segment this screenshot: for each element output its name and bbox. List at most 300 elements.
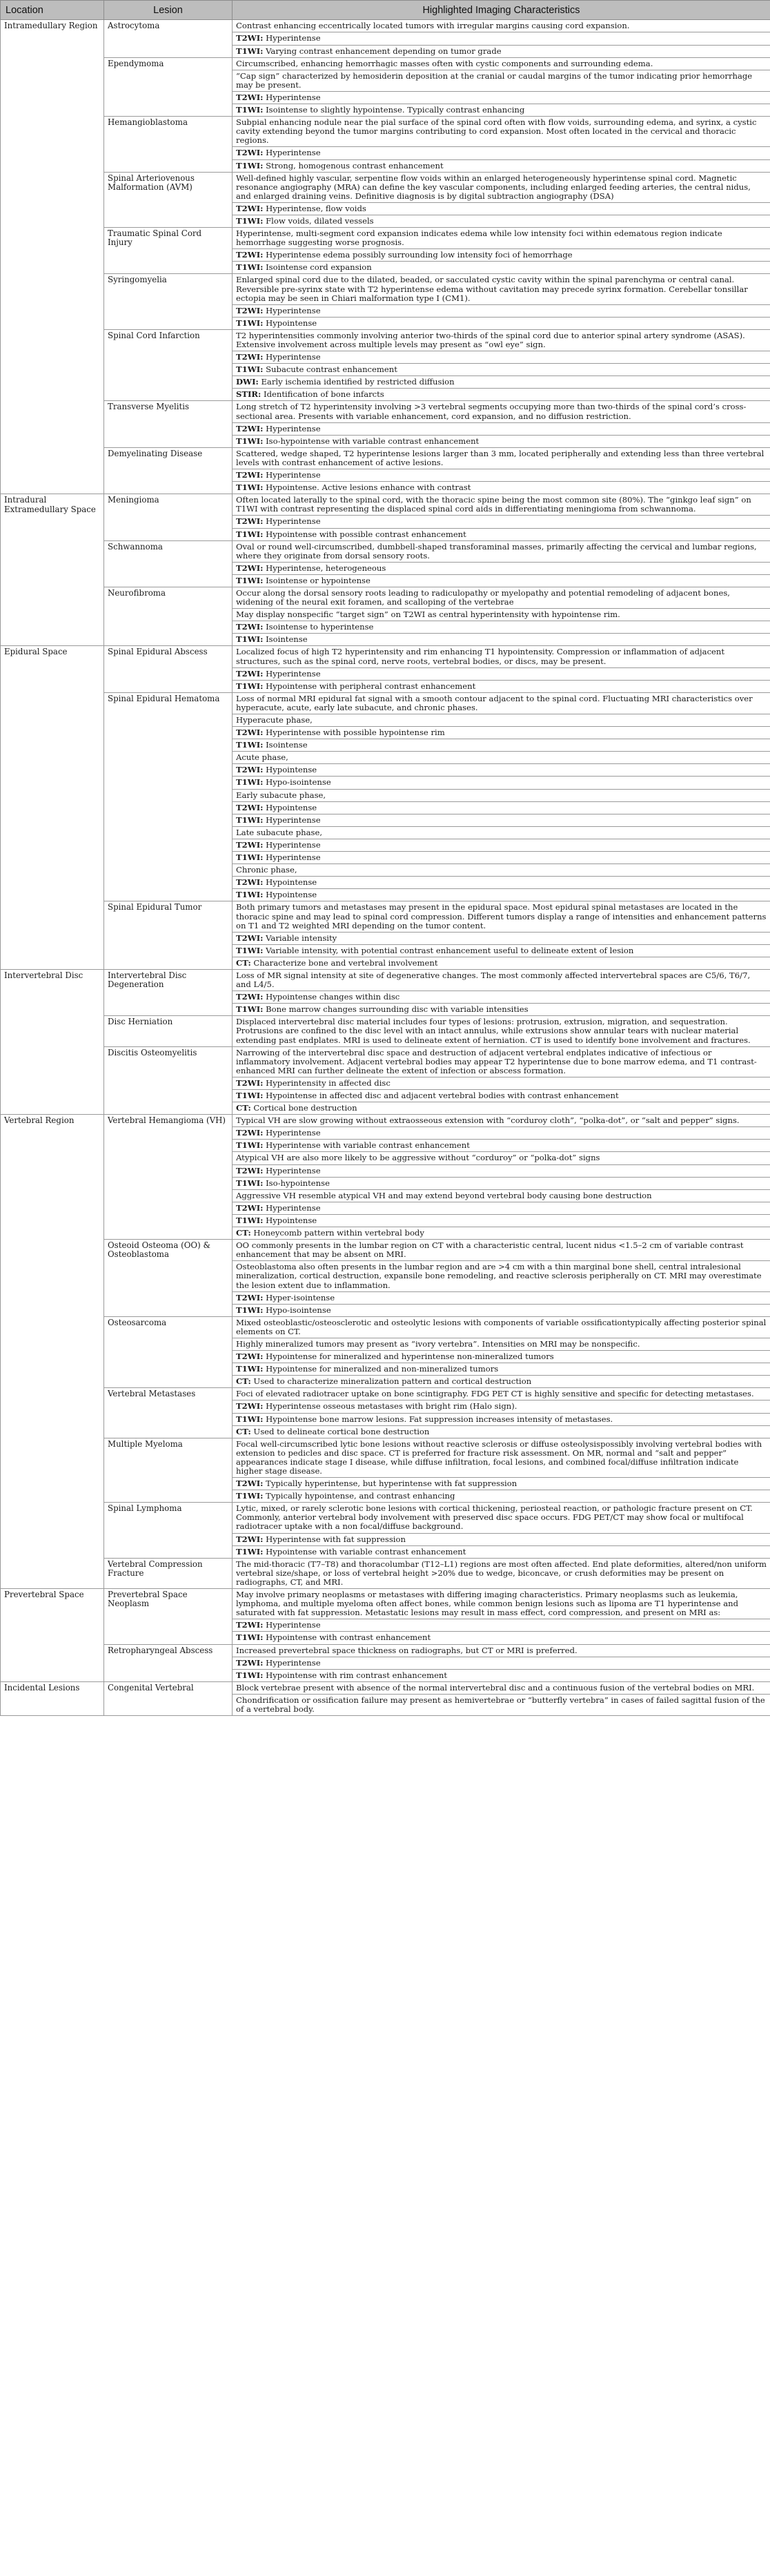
table-row (1, 228, 770, 249)
sequence-label: T2WI: (236, 250, 264, 260)
characteristic-cell (233, 1533, 770, 1545)
lesion-cell: Vertebral Hemangioma (VH) (104, 1115, 233, 1240)
sequence-label: CT: (236, 1376, 251, 1387)
characteristic-text: Flow voids, dilated vessels (263, 215, 374, 226)
characteristic-cell (233, 667, 770, 680)
characteristic-cell (233, 852, 770, 864)
characteristic-cell (233, 1503, 770, 1533)
characteristic-cell (233, 249, 770, 262)
characteristic-text: Hyperintense (263, 1620, 321, 1630)
table-row (1, 1503, 770, 1533)
table-row (1, 494, 770, 516)
table-row (1, 901, 770, 932)
characteristic-text: Hyperintense (263, 33, 321, 43)
sequence-label: T2WI: (236, 423, 264, 433)
location-cell: Intradural Extramedullary Space (1, 494, 104, 646)
characteristic-text: Hyperintense (263, 423, 321, 433)
table-row (1, 1388, 770, 1401)
characteristic-text: Loss of normal MRI epidural fat signal with a smooth contour adjacent to the spinal cord. Fluctuating MRI characteristics over hyperacute, acute, early late subacute, and chronic phases. (236, 693, 753, 712)
characteristic-text: May involve primary neoplasms or metastases with differing imaging characteristics. Primary neoplasms such as leukemia, lymphoma, and multiple myeloma often affect bones, while common benign lesions such as lipoma are T1 hyperintense and saturated with fat suppression. Metastatic lesions may result in mass effect, cord compression, and present on MRI as: (236, 1590, 739, 1618)
table-row (1, 401, 770, 422)
characteristic-cell (233, 1363, 770, 1376)
characteristic-cell (233, 447, 770, 469)
characteristic-cell (233, 1127, 770, 1140)
characteristic-text: Increased prevertebral space thickness on radiographs, but CT or MRI is preferred. (236, 1645, 578, 1655)
characteristic-text: Hyperintense (263, 1657, 321, 1668)
characteristic-text: Hypointense with variable contrast enhancement (263, 1546, 466, 1557)
sequence-label: T2WI: (236, 470, 264, 480)
characteristic-text: Hypointense (263, 802, 317, 812)
characteristic-text: Well-defined highly vascular, serpentine flow voids within an enlarged heterogeneously hyperintense spinal cord. Magnetic resonance angiography (MRA) can define the key vascular components, including enlarged feeding arteries, the central nidus, and enlarged draining veins. Definitive diagnosis is by digital subtraction angiography (DSA) (236, 173, 751, 201)
characteristic-cell (233, 1202, 770, 1214)
characteristic-text: Hyperintense (263, 1202, 321, 1213)
characteristic-cell (233, 1545, 770, 1558)
characteristic-cell (233, 901, 770, 932)
characteristic-cell (233, 482, 770, 494)
characteristic-text: Hyperintense (263, 1128, 321, 1138)
characteristic-text: Chronic phase, (236, 865, 297, 875)
location-cell: Epidural Space (1, 646, 104, 970)
characteristic-cell (233, 1589, 770, 1619)
characteristic-text: Hyperintense, multi-segment cord expansion indicates edema while low intensity foci within edematous region indicate hemorrhage suggesting worse prognosis. (236, 228, 722, 248)
sequence-label: T2WI: (236, 33, 264, 43)
characteristic-cell (233, 621, 770, 634)
sequence-label: T1WI: (236, 105, 264, 115)
characteristic-text: Hypointense with contrast enhancement (263, 1632, 431, 1643)
characteristic-cell (233, 1004, 770, 1016)
characteristic-text: Hypo-isointense (263, 777, 331, 788)
characteristic-text: Hypointense (263, 318, 317, 328)
characteristic-text: Hypointense changes within disc (263, 992, 400, 1002)
characteristic-text: Typically hyperintense, but hyperintense with fat suppression (263, 1479, 517, 1489)
sequence-label: CT: (236, 957, 251, 968)
characteristic-text: Isointense to slightly hypointense. Typically contrast enhancing (263, 105, 525, 115)
characteristic-cell (233, 159, 770, 172)
characteristic-cell (233, 801, 770, 814)
sequence-label: T1WI: (236, 160, 264, 170)
characteristic-cell (233, 1657, 770, 1669)
table-row (1, 1438, 770, 1477)
characteristic-cell (233, 1115, 770, 1127)
characteristic-cell (233, 609, 770, 621)
table-row (1, 587, 770, 608)
characteristic-text: Localized focus of high T2 hyperintensity and rim enhancing T1 hypointensity. Compression or inflammation of adjacent structures, such as the spinal cord, nerve roots, vertebral bodies, or discs, may be present. (236, 647, 725, 666)
lesion-cell: Astrocytoma (104, 20, 233, 57)
characteristic-text: The mid-thoracic (T7–T8) and thoracolumbar (T12–L1) regions are most often affected. End plate deformities, altered/non uniform vertebral size/shape, or loss of vertebral height >20% due to wedge, biconcave, or crush deformities may be present on radiographs, CT, and MRI. (236, 1559, 767, 1587)
characteristic-cell (233, 1077, 770, 1089)
header-lesion: Lesion (104, 1, 233, 20)
lesion-cell: Spinal Lymphoma (104, 1503, 233, 1558)
characteristic-cell (233, 1291, 770, 1304)
sequence-label: CT: (236, 1103, 251, 1113)
characteristic-text: Iso-hypointense with variable contrast enhancement (263, 436, 480, 446)
sequence-label: T1WI: (236, 681, 264, 691)
characteristic-text: “Cap sign” characterized by hemosiderin deposition at the cranial or caudal margins of the tumor indicating prior hemorrhage may be present. (236, 70, 753, 90)
sequence-label: T2WI: (236, 668, 264, 679)
table-row (1, 57, 770, 70)
sequence-label: T2WI: (236, 516, 264, 527)
characteristic-cell (233, 70, 770, 91)
characteristic-cell (233, 1490, 770, 1503)
sequence-label: T2WI: (236, 305, 264, 315)
sequence-label: CT: (236, 1228, 251, 1238)
characteristic-cell (233, 91, 770, 104)
characteristic-text: Early ischemia identified by restricted diffusion (258, 377, 455, 387)
sequence-label: T1WI: (236, 814, 264, 825)
characteristic-text: OO commonly presents in the lumbar region on CT with a characteristic central, lucent nidus <1.5–2 cm of variable contrast enhancement that may be absent on MRI. (236, 1240, 744, 1260)
sequence-label: T1WI: (236, 1140, 264, 1151)
characteristic-text: Hyperintensity in affected disc (263, 1077, 391, 1088)
characteristic-text: Often located laterally to the spinal cord, with the thoracic spine being the most common site (80%). The “ginkgo leaf sign” on T1WI with contrast representing the displaced spinal cord aids in differentiating meningioma from schwannoma. (236, 495, 751, 514)
characteristic-text: Variable intensity (263, 933, 337, 943)
characteristic-text: Hyperintense (263, 1165, 321, 1175)
lesion-cell: Hemangioblastoma (104, 117, 233, 172)
location-cell: Intramedullary Region (1, 20, 104, 494)
characteristic-cell (233, 1090, 770, 1102)
characteristic-text: Hypointense (263, 890, 317, 900)
characteristic-cell (233, 1413, 770, 1425)
characteristic-cell (233, 864, 770, 877)
lesion-cell: Vertebral Metastases (104, 1388, 233, 1438)
sequence-label: T2WI: (236, 1292, 264, 1302)
sequence-label: T2WI: (236, 148, 264, 158)
characteristic-cell (233, 304, 770, 317)
characteristic-text: Hyperintense (263, 470, 321, 480)
table-row (1, 1558, 770, 1588)
characteristic-cell (233, 1140, 770, 1152)
characteristic-text: Long stretch of T2 hyperintensity involving >3 vertebral segments occupying more than two-thirds of the spinal cord’s cross-sectional area. Presents with variable enhancement, cord expansion, and no diffusion restriction. (236, 402, 747, 421)
characteristic-cell (233, 839, 770, 851)
table-row (1, 1316, 770, 1338)
characteristic-text: Hyperintense (263, 839, 321, 850)
characteristic-cell (233, 528, 770, 540)
location-cell: Prevertebral Space (1, 1589, 104, 1682)
lesion-cell: Multiple Myeloma (104, 1438, 233, 1503)
characteristic-cell (233, 1316, 770, 1338)
characteristic-text: Osteoblastoma also often presents in the lumbar region and are >4 cm with a thin marginal bone shell, central intralesional mineralization, cortical destruction, expansile bone remodeling, and reactive sclerosis peripherally on CT. MRI may overestimate the lesion extent due to inflammation. (236, 1262, 762, 1290)
characteristic-cell (233, 469, 770, 482)
table-header (1, 1, 770, 20)
sequence-label: T2WI: (236, 1479, 264, 1489)
table-row (1, 1046, 770, 1077)
characteristic-cell (233, 1478, 770, 1490)
sequence-label: T1WI: (236, 529, 264, 539)
characteristic-cell (233, 1304, 770, 1316)
table-row (1, 447, 770, 469)
location-cell: Incidental Lesions (1, 1681, 104, 1715)
characteristic-cell (233, 1351, 770, 1363)
characteristic-text: Hypointense (263, 765, 317, 775)
characteristic-text: Contrast enhancing eccentrically located tumors with irregular margins causing cord expansion. (236, 21, 630, 31)
characteristic-text: Strong, homogenous contrast enhancement (263, 160, 444, 170)
table-body (1, 20, 770, 1716)
sequence-label: T2WI: (236, 622, 264, 632)
lesion-cell: Schwannoma (104, 540, 233, 587)
characteristic-text: Occur along the dorsal sensory roots leading to radiculopathy or myelopathy and potential remodeling of adjacent bones, widening of the neural exit foramen, and scalloping of the vertebrae (236, 587, 730, 607)
table-row (1, 329, 770, 351)
lesion-cell: Syringomyelia (104, 274, 233, 329)
characteristic-cell (233, 1189, 770, 1202)
characteristic-cell (233, 764, 770, 777)
characteristic-text: Hypointense in affected disc and adjacent vertebral bodies with contrast enhancement (263, 1091, 619, 1100)
sequence-label: T2WI: (236, 1401, 264, 1412)
characteristic-cell (233, 147, 770, 159)
characteristic-text: T2 hyperintensities commonly involving anterior two-thirds of the spinal cord due to anterior spinal artery syndrome (ASAS). Extensive involvement across multiple levels may present as “owl eye” sign. (236, 330, 745, 349)
sequence-label: T1WI: (236, 634, 264, 645)
characteristic-cell (233, 889, 770, 901)
characteristic-cell (233, 329, 770, 351)
sequence-label: T1WI: (236, 1491, 264, 1501)
characteristic-text: Subpial enhancing nodule near the pial surface of the spinal cord often with flow voids, surrounding edema, and syrinx, a cystic cavity extending beyond the tumor margins contributing to cord expansion. Most often located in the cervical and thoracic regions. (236, 117, 757, 146)
table-row (1, 1240, 770, 1261)
sequence-label: T1WI: (236, 852, 264, 863)
characteristic-text: Hyperintense edema possibly surrounding low intensity foci of hemorrhage (263, 250, 573, 260)
characteristic-cell (233, 814, 770, 826)
lesion-cell: Disc Herniation (104, 1016, 233, 1046)
lesion-cell: Spinal Epidural Tumor (104, 901, 233, 970)
characteristic-text: Hyperintense (263, 668, 321, 679)
characteristic-text: Hyperintense, heterogeneous (263, 563, 386, 573)
characteristic-text: Isointense (263, 634, 308, 645)
sequence-label: T2WI: (236, 1202, 264, 1213)
characteristic-text: Hyperintense, flow voids (263, 203, 366, 213)
characteristic-cell (233, 1401, 770, 1413)
characteristic-text: Both primary tumors and metastases may present in the epidural space. Most epidural spinal metastases are located in the thoracic spine and may lead to spinal cord compression. Different tumors display a range of intensities and enhancement patterns on T1 and T2 weighted MRI depending on the tumor content. (236, 902, 767, 930)
sequence-label: T1WI: (236, 1004, 264, 1015)
characteristic-text: Hypointense (263, 877, 317, 888)
characteristic-text: Hyperintense (263, 814, 321, 825)
sequence-label: T2WI: (236, 1352, 264, 1362)
header-row (1, 1, 770, 20)
sequence-label: T1WI: (236, 740, 264, 750)
characteristic-cell (233, 1694, 770, 1715)
characteristic-cell (233, 274, 770, 304)
characteristic-text: Varying contrast enhancement depending on tumor grade (263, 46, 502, 56)
lesion-cell: Spinal Epidural Abscess (104, 646, 233, 692)
characteristic-text: Typically hypointense, and contrast enhancing (263, 1491, 455, 1501)
sequence-label: T1WI: (236, 1632, 264, 1643)
characteristic-text: Mixed osteoblastic/osteosclerotic and osteolytic lesions with components of variable ossificationtypically affecting posterior spinal elements on CT. (236, 1317, 767, 1336)
characteristic-text: Hyperintense (263, 852, 321, 863)
characteristic-cell (233, 1558, 770, 1588)
lesion-cell: Prevertebral Space Neoplasm (104, 1589, 233, 1644)
sequence-label: T2WI: (236, 1620, 264, 1630)
lesion-cell: Neurofibroma (104, 587, 233, 645)
sequence-label: DWI: (236, 377, 259, 387)
table-row (1, 20, 770, 32)
characteristic-text: Identification of bone infarcts (261, 389, 384, 400)
characteristic-cell (233, 215, 770, 227)
characteristic-text: Variable intensity, with potential contrast enhancement useful to delineate extent of lesion (263, 945, 634, 955)
characteristic-cell (233, 20, 770, 32)
characteristic-text: Hypointense with peripheral contrast enhancement (263, 681, 476, 691)
sequence-label: T1WI: (236, 364, 264, 375)
characteristic-text: Hypointense for mineralized and non-mineralized tumors (263, 1364, 499, 1374)
table-row (1, 117, 770, 147)
characteristic-text: Foci of elevated radiotracer uptake on bone scintigraphy. FDG PET CT is highly sensitive and specific for detecting metastases. (236, 1389, 754, 1399)
sequence-label: CT: (236, 1426, 251, 1436)
characteristic-cell (233, 991, 770, 1004)
characteristic-cell (233, 262, 770, 274)
table-row (1, 540, 770, 562)
characteristic-text: Isointense to hyperintense (263, 622, 374, 632)
characteristic-cell (233, 1438, 770, 1477)
characteristic-cell (233, 104, 770, 117)
characteristic-cell (233, 364, 770, 376)
characteristic-text: Typical VH are slow growing without extraosseous extension with “corduroy cloth”, “polka-dot”, or “salt and pepper” signs. (236, 1115, 740, 1126)
lesion-cell: Spinal Arteriovenous Malformation (AVM) (104, 172, 233, 227)
characteristic-cell (233, 714, 770, 727)
sequence-label: T1WI: (236, 262, 264, 273)
characteristic-text: Hypointense (263, 1215, 317, 1225)
characteristic-cell (233, 516, 770, 528)
characteristic-cell (233, 587, 770, 608)
characteristic-text: Hypointense with rim contrast enhancement (263, 1670, 448, 1680)
lesion-cell: Ependymoma (104, 57, 233, 116)
sequence-label: T2WI: (236, 92, 264, 102)
characteristic-cell (233, 435, 770, 447)
characteristic-cell (233, 317, 770, 329)
characteristic-cell (233, 1016, 770, 1046)
header-imaging-characteristics: Highlighted Imaging Characteristics (233, 1, 770, 20)
lesion-cell: Meningioma (104, 494, 233, 540)
sequence-label: T1WI: (236, 215, 264, 226)
characteristic-cell (233, 376, 770, 389)
sequence-label: T2WI: (236, 203, 264, 213)
characteristic-cell (233, 389, 770, 401)
characteristic-text: Atypical VH are also more likely to be aggressive without “corduroy” or “polka-dot” signs (236, 1153, 600, 1163)
characteristic-text: Hypointense for mineralized and hyperintense non-mineralized tumors (263, 1352, 554, 1362)
sequence-label: T1WI: (236, 436, 264, 446)
characteristic-cell (233, 739, 770, 752)
lesion-cell: Congenital Vertebral (104, 1681, 233, 1715)
location-cell: Vertebral Region (1, 1115, 104, 1589)
sequence-label: T2WI: (236, 992, 264, 1002)
characteristic-cell (233, 1644, 770, 1657)
table-row (1, 274, 770, 304)
characteristic-text: Hypointense bone marrow lesions. Fat suppression increases intensity of metastases. (263, 1414, 613, 1424)
characteristic-cell (233, 540, 770, 562)
characteristic-cell (233, 826, 770, 839)
characteristic-text: Hypointense with possible contrast enhancement (263, 529, 466, 539)
characteristic-cell (233, 1240, 770, 1261)
characteristic-text: Highly mineralized tumors may present as “ivory vertebra”. Intensities on MRI may be nonspecific. (236, 1338, 640, 1349)
lesion-cell: Spinal Cord Infarction (104, 329, 233, 401)
sequence-label: T2WI: (236, 1657, 264, 1668)
characteristic-cell (233, 494, 770, 516)
characteristic-cell (233, 32, 770, 45)
characteristic-text: Isointense cord expansion (263, 262, 372, 273)
characteristic-cell (233, 562, 770, 574)
characteristic-text: Circumscribed, enhancing hemorrhagic masses often with cystic components and surrounding edema. (236, 58, 653, 68)
sequence-label: T1WI: (236, 575, 264, 585)
sequence-label: T1WI: (236, 482, 264, 493)
characteristic-cell (233, 1338, 770, 1350)
table-row (1, 172, 770, 202)
characteristic-text: Hyperintense with variable contrast enhancement (263, 1140, 470, 1151)
characteristic-text: Late subacute phase, (236, 827, 323, 837)
characteristic-text: Hyperintense (263, 92, 321, 102)
characteristic-text: Hyperintense (263, 516, 321, 527)
characteristic-text: Used to delineate cortical bone destruction (250, 1426, 430, 1436)
characteristic-text: Hyperintense (263, 352, 321, 362)
characteristic-text: Hyperintense osseous metastases with bright rim (Halo sign). (263, 1401, 517, 1412)
characteristic-cell (233, 727, 770, 739)
characteristic-cell (233, 789, 770, 801)
characteristic-text: May display nonspecific “target sign” on T2WI as central hyperintensity with hypointense rim. (236, 609, 620, 620)
characteristic-cell (233, 1376, 770, 1388)
characteristic-text: Subacute contrast enhancement (263, 364, 397, 375)
sequence-label: T2WI: (236, 1128, 264, 1138)
characteristic-text: Honeycomb pattern within vertebral body (250, 1228, 424, 1238)
characteristic-cell (233, 117, 770, 147)
sequence-label: STIR: (236, 389, 261, 400)
sequence-label: T1WI: (236, 1305, 264, 1315)
table-row (1, 1644, 770, 1657)
sequence-label: T2WI: (236, 352, 264, 362)
characteristic-text: Characterize bone and vertebral involvement (250, 957, 438, 968)
table-row (1, 1589, 770, 1619)
table-row (1, 1681, 770, 1694)
characteristic-cell (233, 1152, 770, 1164)
characteristic-cell (233, 944, 770, 957)
sequence-label: T1WI: (236, 46, 264, 56)
characteristic-cell (233, 877, 770, 889)
sequence-label: T1WI: (236, 1414, 264, 1424)
characteristic-cell (233, 574, 770, 587)
characteristic-cell (233, 1227, 770, 1240)
sequence-label: T2WI: (236, 1077, 264, 1088)
characteristic-text: Cortical bone destruction (250, 1103, 357, 1113)
characteristic-text: Hyperintense (263, 148, 321, 158)
sequence-label: T2WI: (236, 1534, 264, 1544)
characteristic-text: Hypointense. Active lesions enhance with contrast (263, 482, 471, 493)
characteristic-text: Oval or round well-circumscribed, dumbbell-shaped transforaminal masses, primarily affecting the cervical and lumbar regions, where they originate from dorsal sensory roots. (236, 541, 757, 560)
characteristic-text: Bone marrow changes surrounding disc with variable intensities (263, 1004, 529, 1015)
characteristic-text: Loss of MR signal intensity at site of degenerative changes. The most commonly affected intervertebral spaces are C5/6, T6/7, and L4/5. (236, 970, 751, 990)
characteristic-cell (233, 932, 770, 944)
characteristic-cell (233, 401, 770, 422)
characteristic-cell (233, 45, 770, 57)
characteristic-text: Focal well-circumscribed lytic bone lesions without reactive sclerosis or diffuse osteolysispossibly involving vertebral bodies with extension to pedicles and disc space. CT is preferred for fracture risk assessment. On MR, normal and “salt and pepper” appearances indicate stage I disease, while diffuse infiltration, focal lesions, and combined focal/diffuse infiltration indicate higher stage disease. (236, 1438, 762, 1476)
characteristic-text: Block vertebrae present with absence of the normal intervertebral disc and a continuous fusion of the vertebral bodies on MRI. (236, 1682, 755, 1692)
lesion-cell: Intervertebral Disc Degeneration (104, 969, 233, 1015)
characteristic-text: Hyperintense (263, 305, 321, 315)
characteristic-cell (233, 1177, 770, 1189)
characteristic-cell (233, 57, 770, 70)
location-cell: Intervertebral Disc (1, 969, 104, 1114)
characteristic-cell (233, 1164, 770, 1177)
characteristic-cell (233, 228, 770, 249)
characteristic-text: Hyperintense with fat suppression (263, 1534, 406, 1544)
sequence-label: T2WI: (236, 877, 264, 888)
characteristic-text: Narrowing of the intervertebral disc space and destruction of adjacent vertebral endplates indicative of infectious or inflammatory involvement. Adjacent vertebral bodies may appear T2 hyperintense due to bone marrow edema, and T1 contrast-enhanced MRI can further delineate the extent of infection or abscess formation. (236, 1047, 757, 1075)
characteristic-text: Isointense (263, 740, 308, 750)
characteristic-text: Displaced intervertebral disc material includes four types of lesions: protrusion, extrusion, migration, and sequestration. Protrusions are confined to the disc level with an intact annulus, while extrusions show annular tears with nuclear material extending past endplates. MRI is used to delineate extent of herniation. CT is used to identify bone involvement and fractures. (236, 1017, 751, 1045)
characteristic-text: Hyper-isointense (263, 1292, 335, 1302)
sequence-label: T1WI: (236, 1364, 264, 1374)
characteristic-cell (233, 692, 770, 714)
sequence-label: T1WI: (236, 1546, 264, 1557)
lesion-cell: Spinal Epidural Hematoma (104, 692, 233, 901)
characteristic-cell (233, 1102, 770, 1115)
sequence-label: T2WI: (236, 839, 264, 850)
characteristic-cell (233, 1388, 770, 1401)
characteristic-cell (233, 680, 770, 692)
characteristic-cell (233, 1425, 770, 1438)
sequence-label: T1WI: (236, 1091, 264, 1100)
lesion-cell: Osteoid Osteoma (OO) & Osteoblastoma (104, 1240, 233, 1317)
